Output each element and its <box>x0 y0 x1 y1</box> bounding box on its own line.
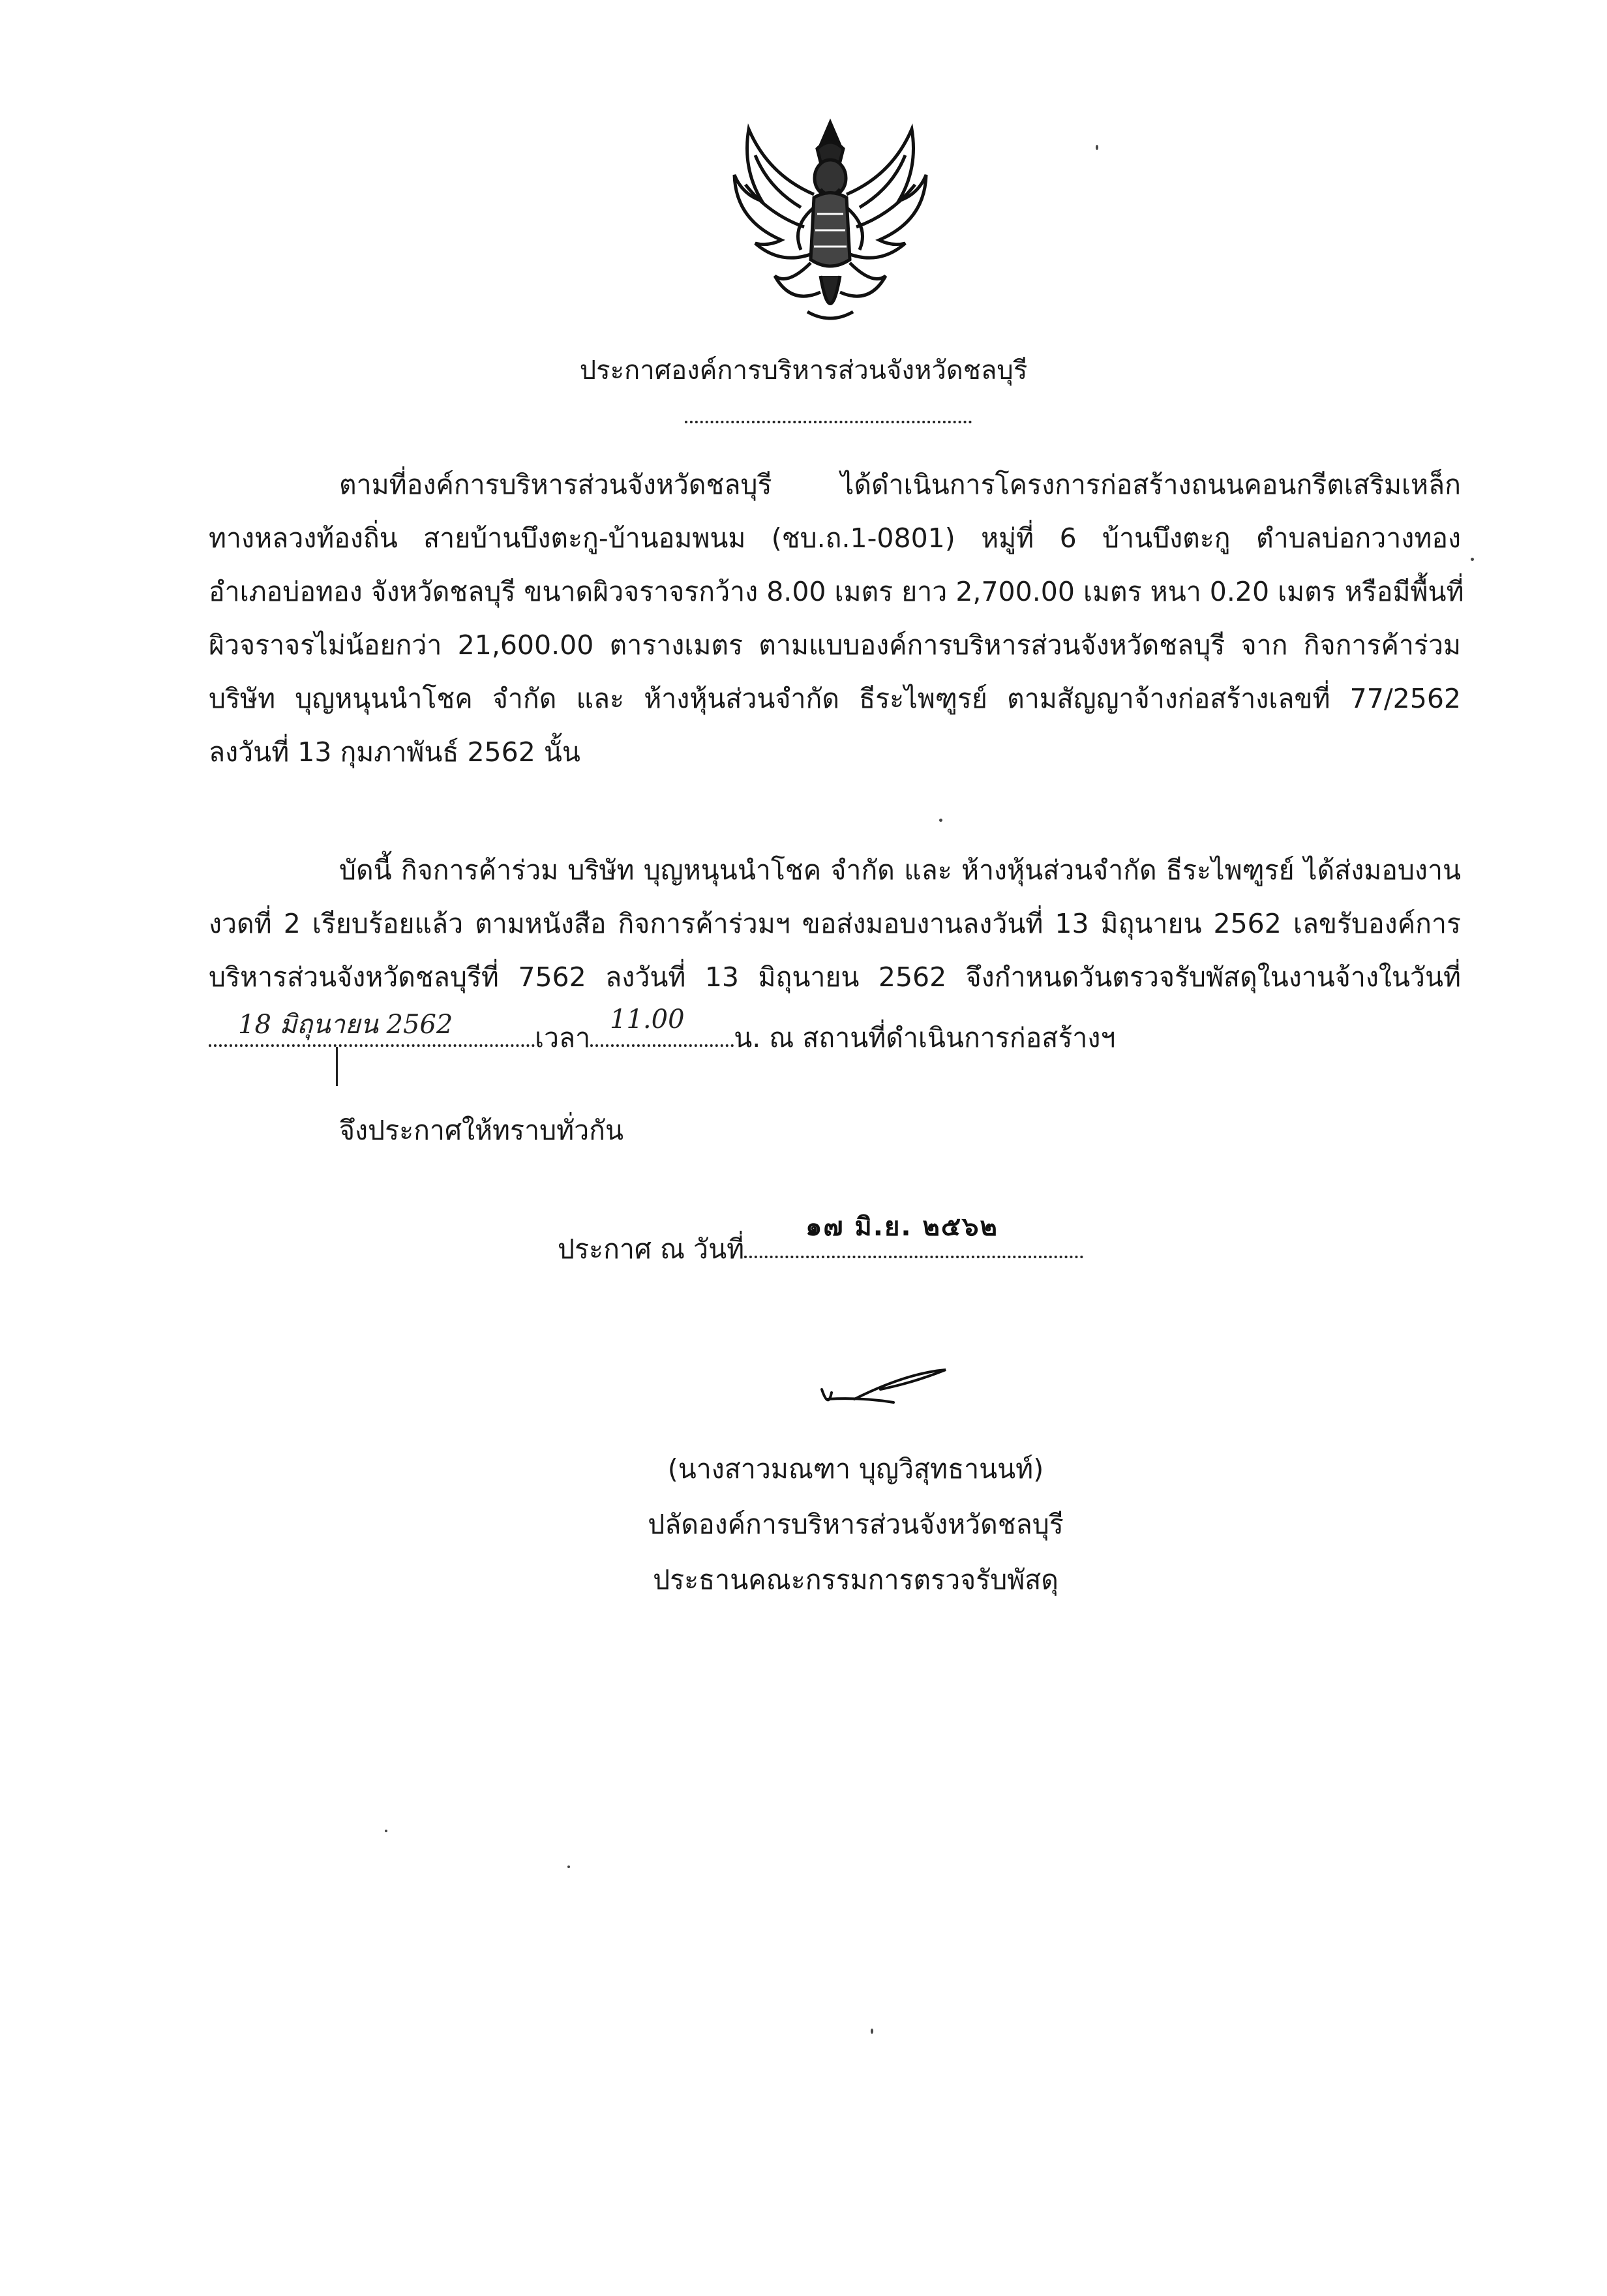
scan-speck <box>871 2029 873 2034</box>
title-divider <box>685 421 972 423</box>
paragraph-line: บัดนี้ กิจการค้าร่วม บริษัท บุญหนุนนำโชค จำกัด และ ห้างหุ้นส่วนจำกัด ธีระไพฑูรย์ ได้ส่งมอบงาน <box>339 854 1461 886</box>
scan-speck <box>939 819 942 822</box>
signature-icon <box>815 1363 952 1422</box>
handwritten-time: 11.00 <box>610 1004 685 1035</box>
paragraph-line: งวดที่ 2 เรียบร้อยแล้ว ตามหนังสือ กิจการค้าร่วมฯ ขอส่งมอบงานลงวันที่ 13 มิถุนายน 2562 เลขรับองค์การ <box>209 908 1461 939</box>
signatory-position: ปลัดองค์การบริหารส่วนจังหวัดชลบุรี <box>648 1509 1064 1540</box>
paragraph-line: อำเภอบ่อทอง จังหวัดชลบุรี ขนาดผิวจราจรกว้าง 8.00 เมตร ยาว 2,700.00 เมตร หนา 0.20 เมตร หรือมีพื้นที่ <box>209 576 1464 607</box>
paragraph-delivery <box>209 843 1461 1004</box>
pen-stroke <box>336 1047 338 1086</box>
garuda-emblem-icon <box>729 116 931 331</box>
location-text: น. ณ สถานที่ดำเนินการก่อสร้างฯ <box>734 1022 1116 1053</box>
paragraph-line: บริษัท บุญหนุนนำโชค จำกัด และ ห้างหุ้นส่วนจำกัด ธีระไพฑูรย์ ตามสัญญาจ้างก่อสร้างเลขที่ 77/2562 <box>209 683 1461 714</box>
scan-speck <box>567 1865 570 1868</box>
scan-speck <box>1471 558 1474 561</box>
paragraph-line: ผิวจราจรไม่น้อยกว่า 21,600.00 ตารางเมตร ตามแบบองค์การบริหารส่วนจังหวัดชลบุรี จาก กิจการค้าร่วม <box>209 629 1461 661</box>
signatory-role: ประธานคณะกรรมการตรวจรับพัสดุ <box>653 1564 1059 1595</box>
paragraph-line: ทางหลวงท้องถิ่น สายบ้านบึงตะกู-บ้านอมพนม (ชบ.ถ.1-0801) หมู่ที่ 6 บ้านบึงตะกู ตำบลบ่อกวางทอง <box>209 522 1461 554</box>
stamped-date: ๑๗ มิ.ย. ๒๕๖๒ <box>805 1212 999 1242</box>
signatory-block <box>543 1442 1169 1608</box>
page-title: ประกาศองค์การบริหารส่วนจังหวัดชลบุรี <box>579 355 1028 385</box>
paragraph-line: ลงวันที่ 13 กุมภาพันธ์ 2562 นั้น <box>209 736 580 768</box>
paragraph-line: บริหารส่วนจังหวัดชลบุรีที่ 7562 ลงวันที่ 13 มิถุนายน 2562 จึงกำหนดวันตรวจรับพัสดุในงานจ้างในวันที่ <box>209 961 1461 993</box>
handwritten-date: 18 มิถุนายน 2562 <box>238 1010 453 1040</box>
scan-speck <box>1096 145 1098 150</box>
paragraph-line: ตามที่องค์การบริหารส่วนจังหวัดชลบุรี ได้ดำเนินการโครงการก่อสร้างถนนคอนกรีตเสริมเหล็ก <box>339 469 1461 500</box>
signatory-name: (นางสาวมณฑา บุญวิสุทธานนท์) <box>667 1453 1044 1485</box>
time-label: เวลา <box>535 1022 591 1053</box>
announcement-label: ประกาศ ณ วันที่ <box>558 1233 745 1265</box>
scan-speck <box>385 1830 387 1832</box>
paragraph-project-details <box>209 458 1464 779</box>
closing-statement: จึงประกาศให้ทราบทั่วกัน <box>339 1115 624 1146</box>
